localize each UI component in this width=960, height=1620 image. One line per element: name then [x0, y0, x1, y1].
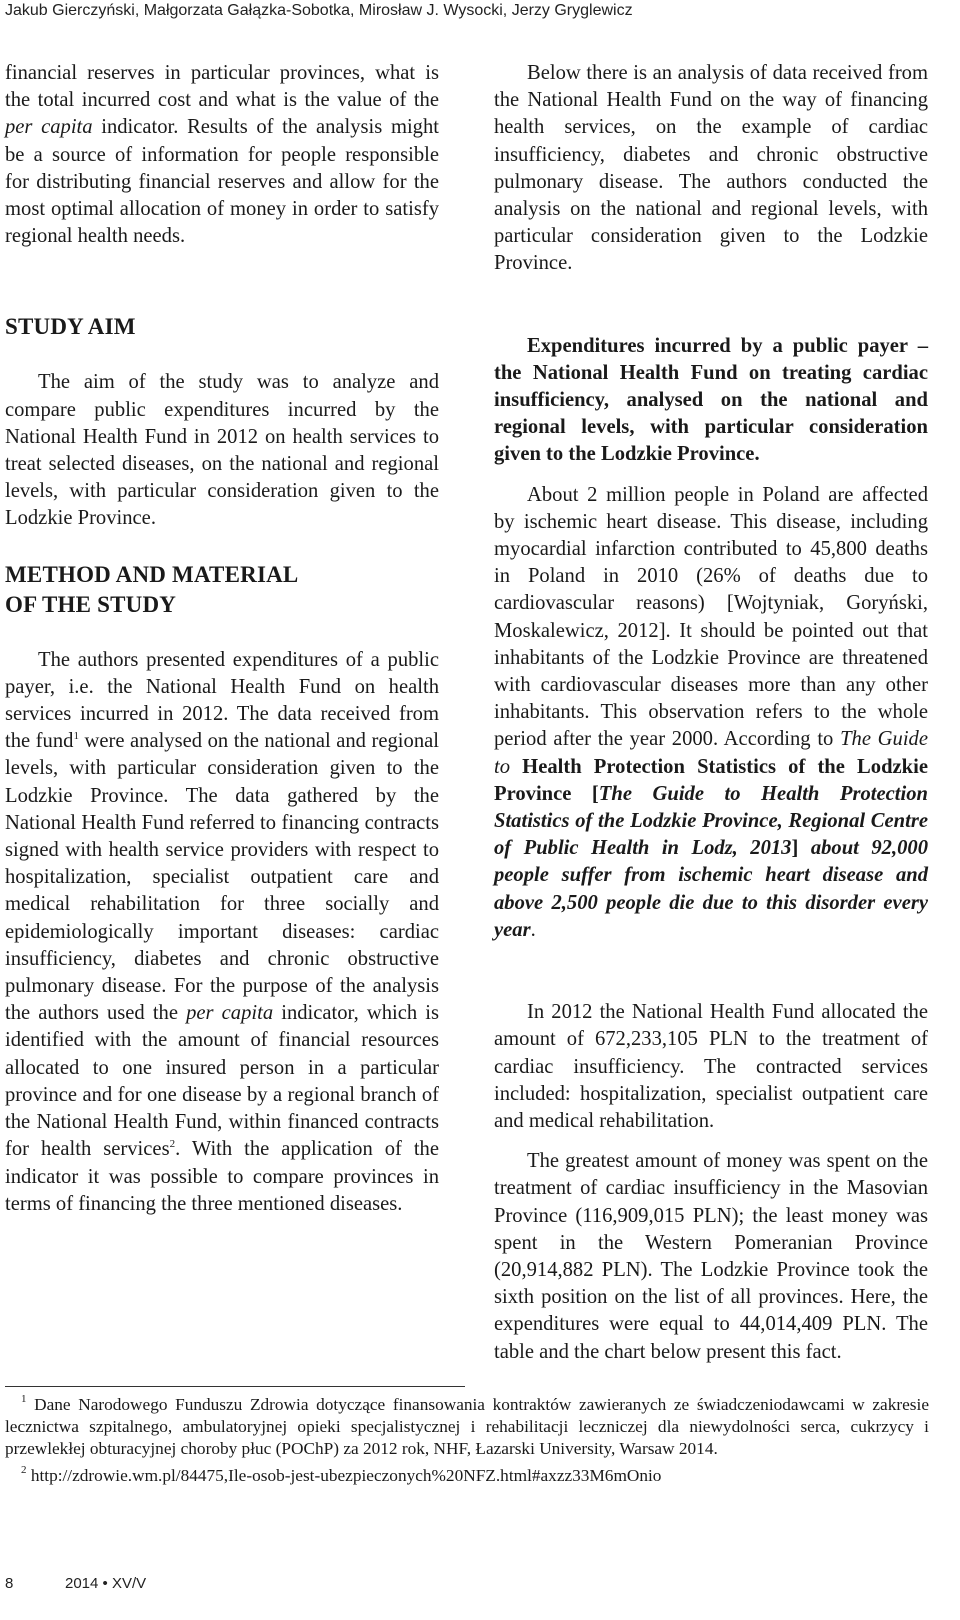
- method-heading-line: OF THE STUDY: [5, 591, 177, 617]
- method-heading-line: METHOD AND MATERIAL: [5, 561, 299, 587]
- method-paragraph: [5, 647, 439, 1218]
- citation-bracket: ]: [791, 837, 799, 860]
- guide-title-bold: Health Protection Statistics of the Lodzkie Province: [494, 755, 928, 805]
- ischemic-paragraph: [494, 482, 928, 944]
- intro-paragraph: [5, 60, 439, 250]
- footnote-ref-1[interactable]: 1: [73, 730, 79, 743]
- study-aim-paragraph: The aim of the study was to analyze and compare public expenditures incurred by the National Health Fund in 2012 on health services to treat selected diseases, on the national and regional levels, with particular consideration given to the Lodzkie Province.: [5, 371, 439, 530]
- page-number: 8: [5, 1575, 14, 1592]
- allocation-paragraph: In 2012 the National Health Fund allocated the amount of 672,233,105 PLN to the treatment of cardiac insufficiency. The contracted services included: hospitalization, specialist outpatient care and medical rehabilitation.: [494, 1001, 928, 1132]
- page-footer: [5, 1574, 146, 1594]
- footnote-ref-2[interactable]: 2: [169, 1138, 176, 1151]
- method-text-part: indicator, which is identified with the amount of financial resources allocated to one insured person in a particular province and for one disease by a regional branch of the National Health Fund, within financed contracts for health services: [5, 1002, 439, 1161]
- method-text-part: The authors presented expenditures of a public payer, i.e. the National Health Fund on health services incurred in 2012. The data received from the fund: [5, 648, 439, 753]
- footnote-divider: [5, 1386, 465, 1387]
- ischemic-text-part: About 2 million people in Poland are affected by ischemic heart disease. This disease, including myocardial infarction contributed to 45,800 deaths in Poland in 2010 (26% of deaths due to cardiovascular reasons) [Wojtyniak, Goryński, Moskalewicz, 2012]. It should be pointed out that inhabitants of the Lodzkie Province are threatened with cardiovascular diseases more than any other inhabitants. This observation refers to the whole period after the year 2000. According to: [494, 483, 928, 751]
- method-text-part: . With the application of the indicator it was possible to compare provinces in terms of financing the three mentioned diseases.: [5, 1138, 439, 1215]
- method-text-part: were analysed on the national and regional levels, with particular consideration given to the Lodzkie Province. The data gathered by the National Health Fund referred to financing contracts signed with health service providers with respect to hospitalization, specialist outpatient care and medical rehabilitation for three socially and epidemiologically important diseases: cardiac insufficiency, diabetes and chronic obstructive pulmonary disease. For the purpose of the analysis the authors used the: [5, 730, 439, 1025]
- footnote-marker: 1: [21, 1393, 27, 1405]
- footnotes: [5, 1394, 929, 1493]
- intro-text-part: indicator. Results of the analysis might be a source of information for people responsible for distributing financial reserves and allow for the most optimal allocation of money in order to satisfy regional health needs.: [5, 116, 439, 248]
- study-aim-heading: STUDY AIM: [5, 314, 136, 340]
- running-head-authors: Jakub Gierczyński, Małgorzata Gałązka-Sobotka, Mirosław J. Wysocki, Jerzy Gryglewicz: [5, 2, 633, 19]
- ischemic-text-part: .: [530, 918, 536, 941]
- per-capita-italic: per capita: [186, 1002, 274, 1025]
- per-capita-italic: per capita: [5, 116, 93, 139]
- guide-title-italic: The Guide to: [494, 728, 928, 778]
- province-spending-paragraph: The greatest amount of money was spent on the treatment of cardiac insufficiency in the Masovian Province (116,909,015 PLN); the least money was spent in the Western Pomeranian Province (20,914,882 PLN). The Lodzkie Province took the sixth position on the list of all provinces. Here, the expenditures were equal to 44,014,409 PLN. The table and the chart below present this fact.: [494, 1150, 928, 1363]
- footnote-link[interactable]: http://zdrowie.wm.pl/84475,Ile-osob-jest-ubezpieczonych%20NFZ.html#axzz33M6mOnio: [26, 1466, 662, 1486]
- intro-text-part: financial reserves in particular provinces, what is the total incurred cost and what is the value of the: [5, 62, 439, 112]
- citation-text: The Guide to Health Protection Statistics of the Lodzkie Province, Regional Centre of Public Health in Lodz, 2013: [494, 782, 928, 860]
- expenditures-subheading: Expenditures incurred by a public payer – the National Health Fund on treating cardiac insufficiency, analysed on the national and regional levels, with particular consideration given to the Lodzkie Province.: [494, 334, 928, 466]
- method-heading: [5, 560, 439, 620]
- issue-label: 2014 • XV/V: [65, 1575, 147, 1592]
- right-column: [494, 60, 928, 1366]
- right-intro-paragraph: Below there is an analysis of data received from the National Health Fund on the way of financing health services, on the example of cardiac insufficiency, diabetes and chronic obstructive pulmonary disease. The authors conducted the analysis on the national and regional levels, with particular consideration given to the Lodzkie Province.: [494, 62, 928, 275]
- left-column: [5, 60, 439, 1218]
- footnote-marker: 2: [21, 1464, 27, 1477]
- footnote-2: [5, 1465, 929, 1487]
- citation-bracket: [: [571, 782, 599, 805]
- ischemic-statistic: about 92,000 people suffer from ischemic heart disease and above 2,500 people die due to this disorder every year: [494, 837, 928, 941]
- footnote-text: Dane Narodowego Funduszu Zdrowia dotyczące finansowania kontraktów zawieranych ze świadczeniodawcami w zakresie lecznictwa szpitalnego, ambulatoryjnej opieki specjalistycznej i rehabilitacji leczniczej dla niewydolności serca, cukrzycy i przewlekłej obturacyjnej choroby płuc (POChP) za 2012 rok, NHF, Łazarski University, Warsaw 2014.: [5, 1395, 929, 1458]
- footnote-1: [5, 1394, 929, 1459]
